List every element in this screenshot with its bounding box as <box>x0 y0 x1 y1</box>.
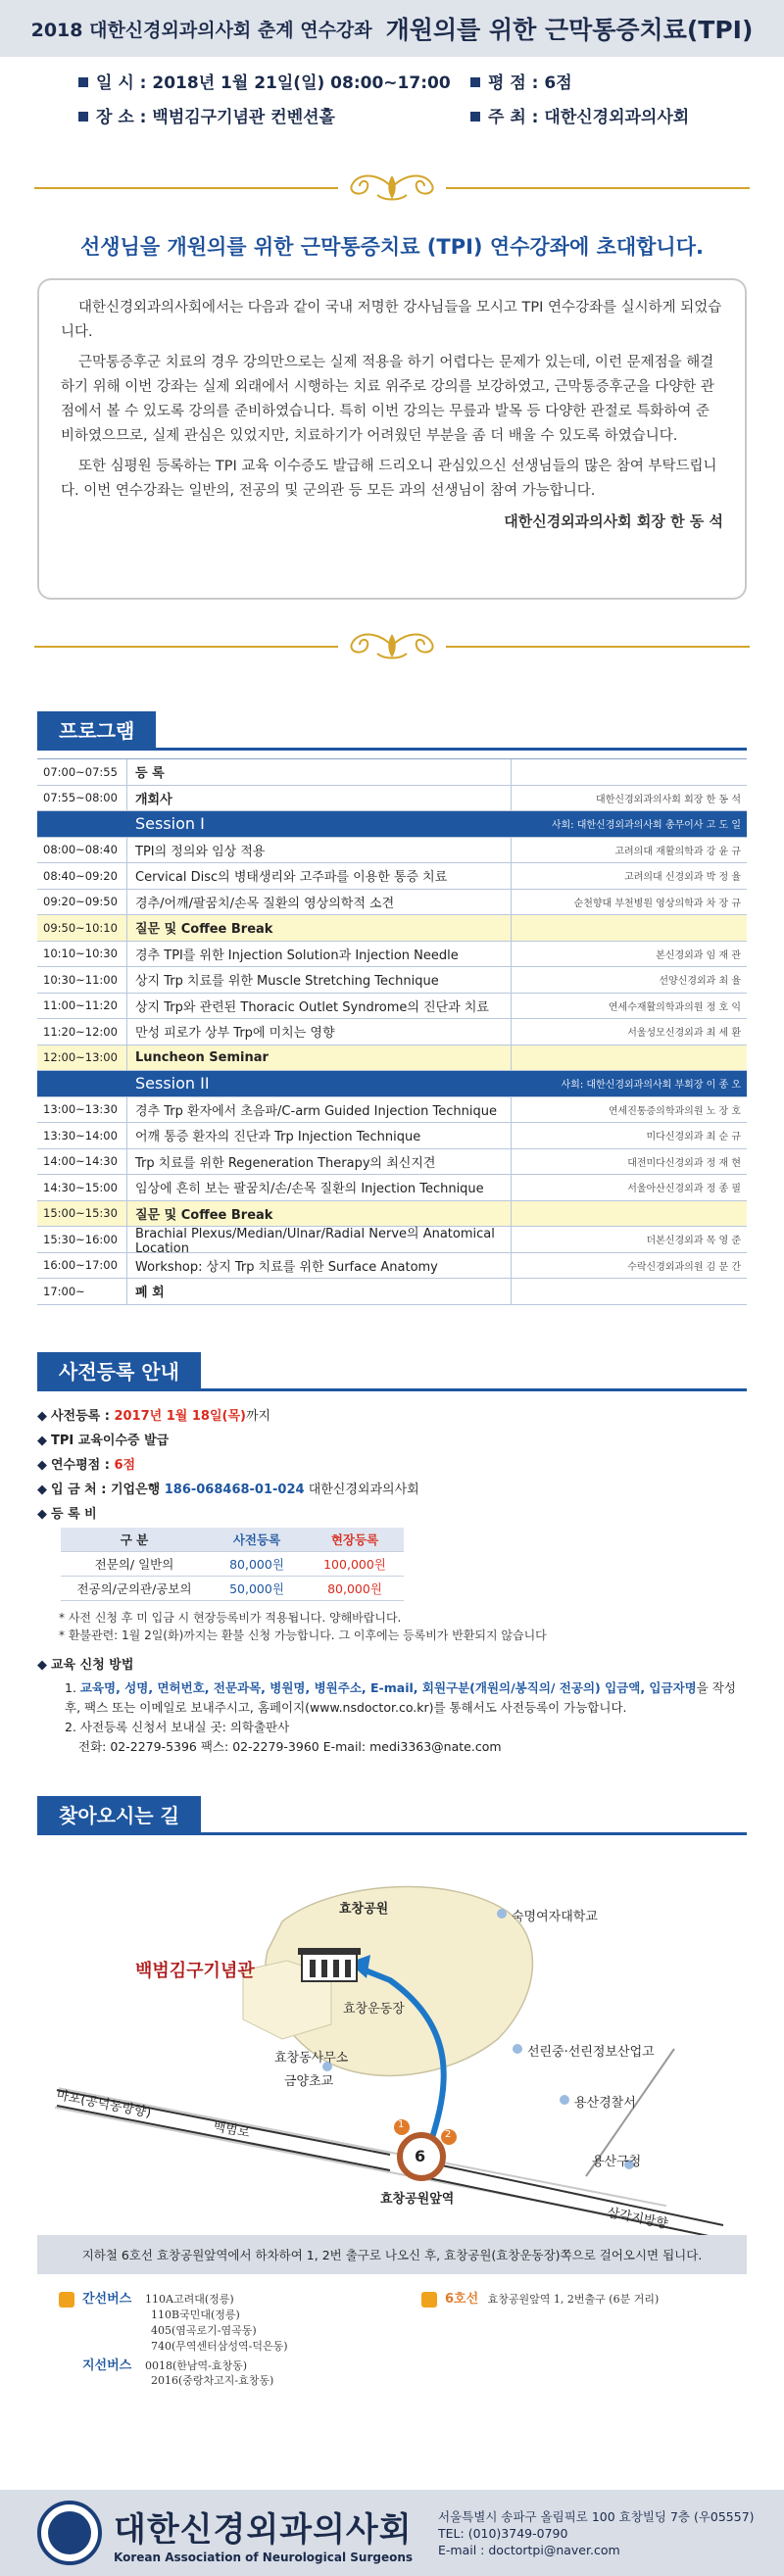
program-time <box>37 811 127 837</box>
map-label-office: 효창동사무소 <box>274 2050 349 2066</box>
program-row <box>37 994 747 1020</box>
letter-signature: 대한신경외과의사회 회장 한 동 석 <box>504 512 723 530</box>
program-subject: 상지 Trp와 관련된 Thoracic Outlet Syndrome의 진단과 치료 <box>127 994 512 1019</box>
program-row <box>37 1226 747 1256</box>
map-label-school: 금양초교 <box>284 2073 334 2089</box>
program-time: 11:20~12:00 <box>37 1019 127 1045</box>
program-subject: 경추/어깨/팔꿈치/손목 질환의 영상의학적 소견 <box>127 890 512 915</box>
bullet-icon <box>470 112 480 122</box>
directions-section-header <box>37 1796 747 1835</box>
program-time: 08:00~08:40 <box>37 838 127 863</box>
fee-cell: 전문의/ 일반의 <box>61 1551 208 1576</box>
program-time: 16:00~17:00 <box>37 1253 127 1279</box>
program-subject: 폐 회 <box>127 1279 512 1304</box>
footer-tel: TEL: (010)3749-0790 <box>438 2525 568 2541</box>
program-speaker: 사회: 대한신경외과의사회 부회장 이 종 오 <box>561 1080 741 1092</box>
account-label: 입 금 처 : 기업은행 <box>51 1482 165 1497</box>
map-label-gu: 용산구청 <box>592 2154 642 2169</box>
certificate-note: TPI 교육이수증 발급 <box>51 1433 170 1448</box>
session-row <box>37 1071 747 1097</box>
program-speaker: 서울아산신경외과 정 종 필 <box>627 1184 741 1195</box>
transit-info <box>59 2288 784 2389</box>
program-time: 10:10~10:30 <box>37 942 127 967</box>
program-speaker: 연세진통증의학과의원 노 장 호 <box>608 1105 741 1117</box>
program-subject: Luncheon Seminar <box>127 1045 512 1071</box>
map-label-venue: 백범김구기념관 <box>135 1960 255 1981</box>
program-time: 12:00~13:00 <box>37 1045 127 1071</box>
fee-cell: 80,000원 <box>208 1551 306 1576</box>
program-subject: 만성 피로가 상부 Trp에 미치는 영향 <box>127 1019 512 1045</box>
letter-paragraph: 대한신경외과의사회에서는 다음과 같이 국내 저명한 강사님들을 모시고 TPI 연수강좌를 실시하게 되었습니다. <box>61 300 722 340</box>
deadline-date: 2017년 1월 18일(목) <box>114 1408 246 1424</box>
program-subject: 질문 및 Coffee Break <box>127 1201 512 1227</box>
map-label-school2: 선린중·선린정보산업고 <box>527 2044 655 2060</box>
program-section-header <box>37 711 747 751</box>
subway-line-number: 6 <box>415 2146 426 2165</box>
subway-info: 효창공원앞역 1, 2번출구 (6분 거리) <box>487 2292 660 2306</box>
bullet-icon <box>470 77 480 87</box>
letter-paragraph: 근막통증후군 치료의 경우 강의만으로는 실제 적용을 하기 어렵다는 문제가 있는데, 이런 문제점을 해결하기 위해 이번 강좌는 실제 외래에서 시행하는 치료 위주로 강의를 보강하였고, 근막통증후군을 다양한 관점에서 볼 수 있도록 강의를 준비하였습니다. 특히 이번 강의는 무릎과 발목 등 다양한 관절로 특화하여 준비하였으므로, 실제 관심은 있었지만, 치료하기가 어려웠던 부분을 좀 더 배울 수 있도록 하였습니다. <box>61 355 714 444</box>
ornament-divider <box>0 163 784 212</box>
program-time: 08:40~09:20 <box>37 863 127 889</box>
map-label-samgakji: 삼각지방향 <box>606 2205 669 2232</box>
footer-address: 서울특별시 송파구 올림픽로 100 효창빌딩 7층 (우05557) <box>438 2508 755 2524</box>
program-subject: Cervical Disc의 병태생리와 고주파를 이용한 통증 치료 <box>127 863 512 889</box>
credit-label: 연수평점 : <box>51 1457 115 1473</box>
event-info <box>0 57 784 163</box>
exit-number: 2 <box>445 2128 452 2140</box>
event-venue: 장 소 : 백범김구기념관 컨벤션홀 <box>96 108 335 127</box>
title-big: 개원의를 위한 근막통증치료(TPI) <box>385 16 754 44</box>
program-speaker: 고려의대 재활의학과 강 윤 규 <box>614 846 741 857</box>
program-time: 15:00~15:30 <box>37 1201 127 1227</box>
bus-route: 740(무역센터삼성역-덕은동) <box>151 2339 288 2353</box>
fee-note: * 환불관련: 1월 2일(화)까지는 환불 신청 가능합니다. 그 이후에는 등록비가 반환되지 않습니다 <box>59 1628 547 1642</box>
program-speaker: 순천향대 부천병원 영상의학과 차 장 규 <box>573 898 741 909</box>
credit-value: 6점 <box>114 1457 136 1473</box>
map-label-police: 용산경찰서 <box>574 2095 636 2111</box>
bus-route: 110B국민대(정릉) <box>151 2308 240 2321</box>
method-label: 교육 신청 방법 <box>51 1657 134 1673</box>
program-row <box>37 1253 747 1280</box>
registration-section-header <box>37 1352 747 1391</box>
method-text: 을 작성 후, 팩스 또는 이메일로 보내주시고, 홈페이지(www.nsdoctor.co.kr)를 통해서도 사전등록이 가능합니다. <box>65 1679 736 1715</box>
program-speaker: 대한신경외과의사회 회장 한 동 석 <box>596 794 741 805</box>
program-table <box>37 758 747 1305</box>
map-label-park: 효창공원 <box>339 1901 389 1917</box>
program-time: 13:30~14:00 <box>37 1123 127 1148</box>
letter-paragraph: 또한 심평원 등록하는 TPI 교육 이수증도 발급해 드리오니 관심있으신 선생님들의 많은 참여 부탁드립니다. 이번 연수강좌는 일반의, 전공의 및 군의관 등 모든 과의 선생님이 참여 가능합니다. <box>61 459 717 499</box>
subway-note-bar: 지하철 6호선 효창공원앞역에서 하차하여 1, 2번 출구로 나오신 후, 효창공원(효창운동장)쪽으로 걸어오시면 됩니다. <box>37 2235 747 2274</box>
program-subject: 경추 Trp 환자에서 초음파/C-arm Guided Injection Technique <box>127 1097 512 1123</box>
program-speaker: 연세수재활의학과의원 정 호 익 <box>608 1001 741 1013</box>
bus-route: 110A고려대(정릉) <box>145 2292 234 2306</box>
invitation-letter <box>37 278 747 600</box>
program-subject: 경추 TPI를 위한 Injection Solution과 Injection Needle <box>127 942 512 967</box>
program-row <box>37 942 747 968</box>
program-row <box>37 890 747 916</box>
program-speaker: 선양신경외과 최 율 <box>659 976 741 988</box>
bus-route: 405(염곡로기-염곡동) <box>151 2323 257 2337</box>
map-label-road: 백범로 <box>212 2118 252 2141</box>
deadline-suffix: 까지 <box>245 1408 271 1424</box>
title-small: 2018 대한신경외과의사회 춘계 연수강좌 <box>30 19 372 41</box>
program-time: 13:00~13:30 <box>37 1097 127 1123</box>
event-date: 일 시 : 2018년 1월 21일(일) 08:00~17:00 <box>96 73 451 93</box>
bus-route: 2016(중랑차고지-효창동) <box>151 2373 274 2387</box>
invite-heading: 선생님을 개원의를 위한 근막통증치료 (TPI) 연수강좌에 초대합니다. <box>79 235 704 259</box>
program-row <box>37 915 747 942</box>
subway-icon <box>421 2292 437 2308</box>
program-time: 09:50~10:10 <box>37 915 127 941</box>
program-time: 11:00~11:20 <box>37 994 127 1019</box>
program-subject: 질문 및 Coffee Break <box>127 915 512 941</box>
program-subject: Workshop: 상지 Trp 치료를 위한 Surface Anatomy <box>127 1253 512 1279</box>
program-row <box>37 1045 747 1072</box>
fee-header: 구 분 <box>61 1528 208 1552</box>
program-subject: 등 록 <box>127 759 512 785</box>
program-speaker: 고려의대 신경외과 박 정 율 <box>624 872 741 884</box>
program-row <box>37 1149 747 1176</box>
event-credit: 평 점 : 6점 <box>488 73 572 93</box>
program-time: 10:30~11:00 <box>37 967 127 993</box>
bus-icon <box>59 2292 74 2308</box>
method-contact[interactable]: 전화: 02-2279-5396 팩스: 02-2279-3960 E-mail: medi3363@nate.com <box>78 1738 502 1754</box>
fee-cell: 100,000원 <box>306 1551 404 1576</box>
program-time <box>37 1071 127 1096</box>
top-title-bar <box>0 0 784 57</box>
program-time: 09:20~09:50 <box>37 890 127 915</box>
program-row <box>37 786 747 812</box>
flourish-icon <box>338 168 446 207</box>
fee-note: * 사전 신청 후 미 입금 시 현장등록비가 적용됩니다. 양해바랍니다. <box>59 1610 402 1625</box>
method-send: 2. 사전등록 신청서 보내실 곳: 의학출판사 <box>65 1719 290 1734</box>
program-row <box>37 838 747 864</box>
bullet-icon <box>78 112 88 122</box>
program-time: 14:30~15:00 <box>37 1175 127 1200</box>
directions-heading: 찾아오시는 길 <box>37 1796 201 1835</box>
account-owner: 대한신경외과의사회 <box>304 1482 419 1497</box>
bus-branch-label: 지선버스 <box>82 2357 132 2373</box>
program-subject: 상지 Trp 치료를 위한 Muscle Stretching Technique <box>127 967 512 993</box>
fee-header: 사전등록 <box>208 1528 306 1552</box>
program-row <box>37 1019 747 1045</box>
bus-route: 0018(한남역-효창동) <box>145 2358 248 2372</box>
session-row <box>37 811 747 838</box>
program-subject: 개회사 <box>127 786 512 811</box>
program-row <box>37 1097 747 1124</box>
program-subject: Trp 치료를 위한 Regeneration Therapy의 최신지견 <box>127 1149 512 1175</box>
account-number: 186-068468-01-024 <box>164 1482 305 1497</box>
registration-info: ◆ 사전등록 : 2017년 1월 18일(목)까지 ◆ TPI 교육이수증 발급 ◆ 연수평점 : 6점 ◆ 입 금 처 : 기업은행 186-068468-01-024 대한신경외과의사회 ◆ 등 록 비 구 분 사전등록 현장등록 전문의/ 일반의 80,000원 100,000원 전공의/군의관/공보의 50,000원 80,000원 * 사전 신청 후 미 입금 시 현장등록비가 적용됩니다. 양해바랍니다. * 환불관련: 1월 2일(화)까지는 환불 신청 가능합니다. 그 이후에는 등록비가 반환되지 않습니다 ◆ 교육 신청 방법 1. 교육명, 성명, 면허번호, 전문과목, 병원명, 병원주소, E-mail, 회원구분(개원의/봉직의/ 전공의) 입금액, 입금자명을 작성 후, 팩스 또는 이메일로 보내주시고, 홈페이지(www.nsdoctor.co.kr)를 통해서도 사전등록이 가능합니다. 2. 사전등록 신청서 보내실 곳: 의학출판사 전화: 02-2279-5396 팩스: 02-2279-3960 E-mail: medi3363@nate.com <box>37 1405 747 1757</box>
program-subject: Session I <box>135 814 205 834</box>
fee-label: 등 록 비 <box>51 1506 97 1522</box>
program-subject: Brachial Plexus/Median/Ulnar/Radial Nerve의 Anatomical Location <box>127 1227 512 1252</box>
program-row <box>37 863 747 890</box>
fee-cell: 전공의/군의관/공보의 <box>61 1576 208 1600</box>
program-row <box>37 1175 747 1201</box>
method-fields: 교육명, 성명, 면허번호, 전문과목, 병원명, 병원주소, E-mail, 회원구분(개원의/봉직의/ 전공의) 입금액, 입금자명 <box>79 1679 697 1695</box>
org-name-en: Korean Association of Neurological Surgeons <box>114 2550 414 2564</box>
program-time: 14:00~14:30 <box>37 1149 127 1175</box>
bus-main-label: 간선버스 <box>82 2291 132 2307</box>
ornament-divider <box>0 621 784 670</box>
program-speaker: 사회: 대한신경외과의사회 총무이사 고 도 일 <box>551 820 741 832</box>
flourish-icon <box>338 626 446 665</box>
association-seal-icon <box>37 2501 102 2565</box>
org-name-ko: 대한신경외과의사회 <box>114 2509 413 2550</box>
program-subject: 어깨 통증 환자의 진단과 Trp Injection Technique <box>127 1123 512 1148</box>
map-label-station: 효창공원앞역 <box>380 2191 455 2207</box>
program-time: 07:00~07:55 <box>37 759 127 785</box>
program-row <box>37 1123 747 1149</box>
fee-cell: 50,000원 <box>208 1576 306 1600</box>
program-row <box>37 967 747 994</box>
fee-cell: 80,000원 <box>306 1576 404 1600</box>
exit-number: 1 <box>398 2118 405 2130</box>
fee-table <box>61 1528 404 1601</box>
program-row <box>37 1279 747 1305</box>
program-speaker: 본신경외과 임 재 관 <box>656 949 741 961</box>
program-subject: Session II <box>135 1074 210 1094</box>
subway-label: 6호선 <box>445 2291 479 2307</box>
registration-heading: 사전등록 안내 <box>37 1352 201 1391</box>
location-map <box>37 1853 747 2235</box>
program-time: 15:30~16:00 <box>37 1227 127 1252</box>
program-row <box>37 759 747 786</box>
map-label-mapo: 마포(공덕동방향) <box>55 2087 153 2121</box>
program-speaker: 미다신경외과 최 순 규 <box>646 1132 741 1143</box>
program-time: 17:00~ <box>37 1279 127 1304</box>
program-subject: TPI의 정의와 임상 적용 <box>127 838 512 863</box>
program-speaker: 서울성모신경외과 최 세 환 <box>627 1028 741 1040</box>
program-speaker: 수락신경외과의원 김 문 간 <box>627 1261 741 1273</box>
map-label-university: 숙명여자대학교 <box>512 1909 598 1924</box>
map-label-field: 효창운동장 <box>343 2001 405 2017</box>
deadline-label: 사전등록 : <box>51 1408 115 1424</box>
event-host: 주 최 : 대한신경외과의사회 <box>488 108 690 127</box>
footer-email[interactable]: E-mail : doctortpi@naver.com <box>438 2542 620 2557</box>
program-speaker: 더본신경외과 목 영 준 <box>646 1236 741 1247</box>
footer <box>0 2490 784 2576</box>
program-speaker: 대전미다신경외과 정 재 현 <box>627 1157 741 1169</box>
program-time: 07:55~08:00 <box>37 786 127 811</box>
bullet-icon <box>78 77 88 87</box>
fee-header: 현장등록 <box>306 1528 404 1552</box>
program-heading: 프로그램 <box>37 711 156 751</box>
program-subject: 임상에 흔히 보는 팔꿈치/손/손목 질환의 Injection Technique <box>127 1175 512 1200</box>
